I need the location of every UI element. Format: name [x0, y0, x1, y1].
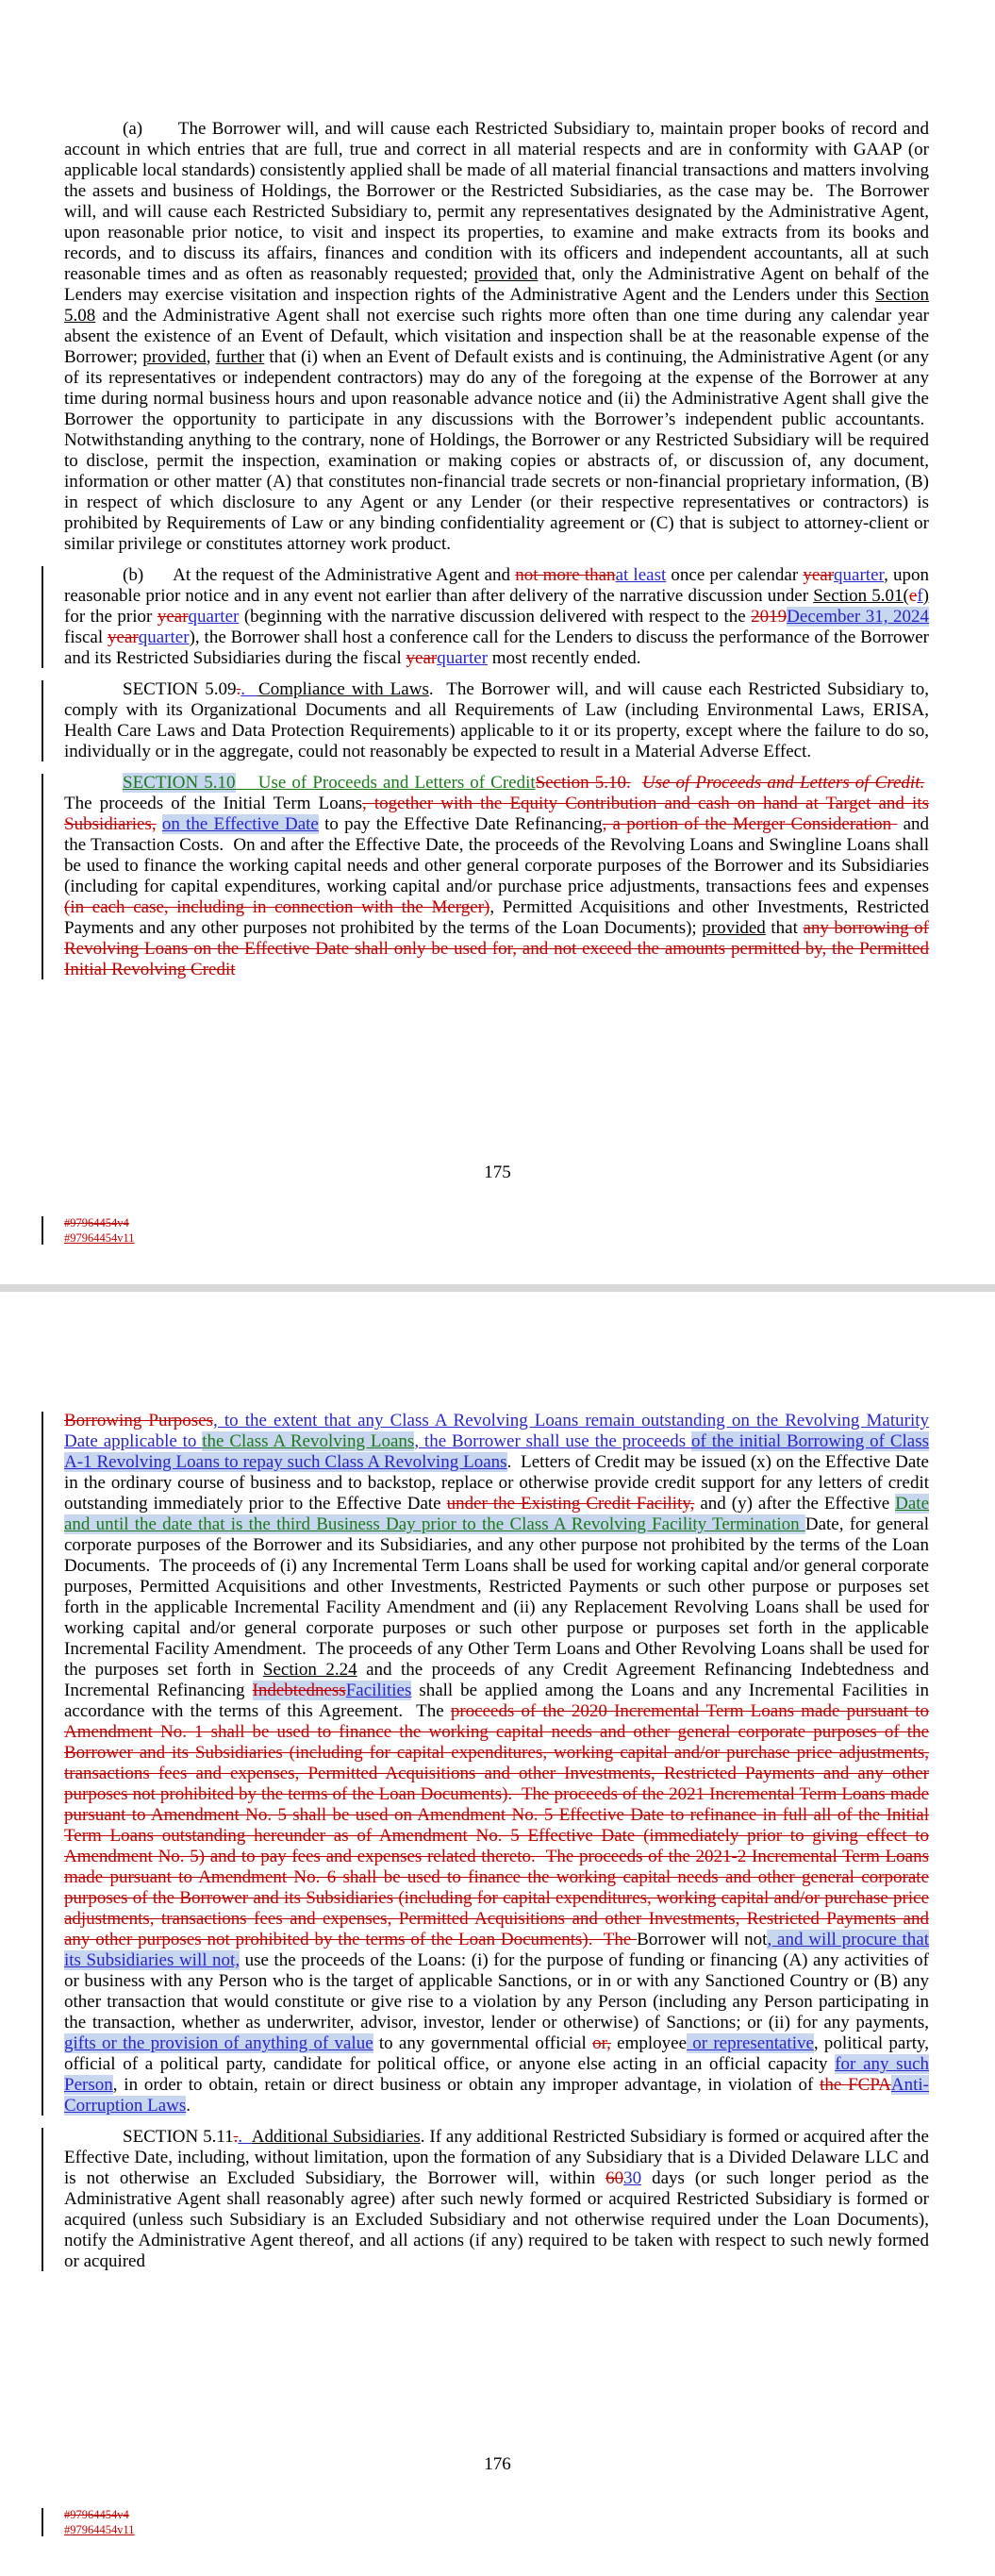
doc-id: #97964454v4 — [64, 2508, 129, 2521]
run-n: , in order to obtain, retain or direct business or obtain any improper advantage, in violation of — [112, 2075, 821, 2095]
section-5-10-continuation — [64, 1411, 929, 2116]
run-n: to any governmental official — [373, 2033, 593, 2053]
run-n: fiscal — [64, 627, 108, 647]
run-n: SECTION 5.11 — [123, 2127, 234, 2147]
run-mv-hl: SECTION 5.10 — [123, 773, 236, 793]
page-1 — [0, 0, 995, 1284]
section-5-10 — [64, 773, 929, 980]
run-ins-hl: , and will procure that its Subsidiaries will not, — [64, 1930, 929, 1970]
doc-id: #97964454v11 — [64, 1231, 135, 1245]
change-bar — [41, 774, 43, 979]
doc-id: #97964454v11 — [64, 2523, 135, 2536]
run-u: provided — [473, 264, 539, 284]
run-del: not more than — [515, 565, 616, 585]
run-del: 60 — [605, 2168, 624, 2188]
run-n: most recently ended. — [488, 648, 641, 668]
run-n: days (or such longer period as the Administrative Agent shall reasonably agree) after such newly formed or acquired Restricted Subsidiary is formed or acquired (unless such Subsidiary is an Excluded Subsidiary and not otherwise required under the Loan Documents), notify the Administrative Agent thereof, and all actions (if any) required to be taken with respect to such newly formed or acquired — [64, 2168, 929, 2271]
run-n: The proceeds of the Initial Term Loans — [64, 773, 929, 813]
run-ins: quarter — [437, 648, 489, 668]
run-n: Borrower will not — [637, 1930, 768, 1949]
run-u: Compliance with Laws — [258, 679, 429, 699]
change-bar — [41, 2508, 43, 2536]
run-n: that, only the Administrative Agent on behalf of the Lenders may exercise visitation and inspection rights of the Administrative Agent and the Lenders under this — [64, 264, 929, 305]
run-n: SECTION 5.09 — [123, 679, 237, 699]
section-5-11 — [64, 2127, 929, 2272]
run-n — [157, 814, 162, 834]
run-n: . If any additional Restricted Subsidiary is formed or acquired after the Effective Date, including, without limitation, upon the formation of any Subsidiary that is a Divided Delaware LLC and is not otherwise an Excluded Subsidiary, the Borrower will, within — [64, 2127, 929, 2188]
run-n: (beginning with the narrative discussion delivered with respect to the — [239, 607, 752, 627]
run-del: proceeds of the 2020 Incremental Term Loans made pursuant to Amendment No. 1 shall be used to finance the working capital needs and other general corporate purposes of the Borrower and its Subsidiaries (including for capital expenditures, working capital and/or purchase price adjustments, transactions fees and expenses, Permitted Acquisitions and other Investments, Restricted Payments and any other purposes not prohibited by the terms of the Loan Documents). The proceeds of the 2021 Incremental Term Loans made pursuant to Amendment No. 5 shall be used on Amendment No. 5 Effective Date to refinance in full all of the Initial Term Loans outstanding hereunder as of Amendment No. 5 Effective Date (immediately prior to giving effect to Amendment No. 5) and to pay fees and expenses related thereto. The proceeds of the 2021-2 Incremental Term Loans made pursuant to Amendment No. 6 shall be used to finance the working capital needs and other general corporate purposes of the Borrower and its Subsidiaries (including for capital expenditures, working capital and/or purchase price adjustments, transactions fees and expenses, Permitted Acquisitions and other Investments, Restricted Payments and any other purposes not prohibited by the terms of the Loan Documents). The — [64, 1701, 929, 1949]
page-body — [64, 1411, 929, 2283]
run-del: (in each case, including in connection with the Merger) — [64, 897, 490, 917]
run-del-i: Use of Proceeds and Letters of Credit. — [641, 773, 925, 793]
run-del: , a portion of the Merger Consideration — [602, 814, 898, 834]
run-u: provided — [142, 347, 207, 367]
run-n: that — [765, 918, 804, 938]
change-bar — [41, 566, 43, 668]
change-bar — [41, 2128, 43, 2271]
run-del: year — [157, 607, 189, 627]
run-ins: , the Borrower shall use the proceeds — [414, 1431, 692, 1451]
run-n: and the Transaction Costs. On and after the Effective Date, the proceeds of the Revolving Loans and Swingline Loans shall be used to finance the working capital needs and other general corporate purposes of the Borrower and its Subsidiaries (including for capital expenditures, working capital and/or purchase price adjustments, transactions fees and expenses — [64, 814, 930, 896]
run-u: Additional Subsidiaries — [251, 2127, 421, 2147]
run-ins: 30 — [623, 2168, 642, 2188]
run-ins-hl: for any such Person — [64, 2054, 930, 2095]
run-ins: at least — [615, 565, 667, 585]
run-ins-hl: Anti-Corruption Laws — [64, 2075, 930, 2116]
run-n: shall be applied among the Loans and any Incremental Facilities in accordance with the terms of this Agreement. The — [64, 1681, 929, 1721]
run-del-hl: Indebtedness — [252, 1681, 346, 1700]
run-mv-hl: the Class A Revolving Loans — [202, 1431, 415, 1451]
run-ins: f — [917, 586, 923, 606]
run-n: , — [206, 347, 216, 367]
run-del: . — [236, 679, 241, 699]
run-ins-hl: or representative — [687, 2033, 814, 2053]
run-del: under the Existing Credit Facility, — [446, 1494, 695, 1514]
change-bar — [41, 1216, 43, 1245]
run-mv-hl: Date and until the date that is the third Business Day prior to the Class A Revolving Facility Termination — [64, 1494, 930, 1534]
run-n: , political party, official of a political party, candidate for political office, or anyone else acting in an official capacity — [64, 2033, 929, 2074]
run-del: . — [233, 2127, 239, 2147]
run-u: Section 5.08 — [64, 285, 929, 326]
run-del: , together with the Equity Contribution and cash on hand at Target and its Subsidiaries, — [64, 794, 929, 834]
run-n: , Permitted Acquisitions and other Investments, Restricted Payments and any other purposes not prohibited by the terms of the Loan Documents); — [64, 897, 929, 938]
run-del: Section 5.10. — [535, 773, 631, 793]
page-2 — [0, 1292, 995, 2576]
run-del: year — [803, 565, 835, 585]
run-n: . The Borrower will, and will cause each Restricted Subsidiary to, comply with its Organizational Documents and all Requirements of Law (including Environmental Laws, ERISA, Health Care Laws and Data Protection Requirements) applicable to it or its property, except where the failure to do so, individually or in the aggregate, could not reasonably be expected to result in a Material Adverse Effect. — [64, 679, 929, 761]
run-ins: . — [240, 679, 259, 699]
run-del: Borrowing Purposes — [64, 1411, 214, 1430]
run-n: . — [186, 2096, 191, 2116]
doc-id-list — [64, 2507, 135, 2537]
run-ins: quarter — [188, 607, 240, 627]
run-n: and the Administrative Agent shall not exercise such rights more often than one time during any calendar year absent the existence of an Event of Default, which visitation and inspection shall be at the reasonable expense of the Borrower; — [64, 306, 929, 367]
para-a — [64, 119, 929, 555]
doc-id-list — [64, 1215, 135, 1246]
run-ins-hl: December 31, 2024 — [787, 607, 929, 627]
run-n: Date, for general corporate purposes of the Borrower and its Subsidiaries, and any other purpose not prohibited by the terms of the Loan Documents. The proceeds of (i) any Incremental Term Loans shall be used for working capital and/or general corporate purposes, Permitted Acquisitions and other Investments, Restricted Payments or such other purpose or purposes set forth in the applicable Incremental Facility Amendment and (ii) any Replacement Revolving Loans shall be used for working capital and/or general corporate purposes or such other purpose or purposes set forth in the applicable Incremental Facility Amendment. The proceeds of any Other Term Loans and Other Revolving Loans shall be used for the purposes set forth in — [64, 1514, 929, 1680]
run-ins: quarter — [138, 627, 190, 647]
run-del: the FCPA — [820, 2075, 891, 2095]
run-ins-hl: on the Effective Date — [161, 814, 319, 834]
page-number: 176 — [484, 2454, 511, 2474]
run-n: , upon reasonable prior notice and in any event not earlier than after delivery of the narrative discussion under — [64, 565, 929, 606]
run-del: or, — [592, 2033, 611, 2053]
run-ins-hl: Facilities — [345, 1681, 412, 1700]
run-n: and the proceeds of any Credit Agreement Refinancing Indebtedness and Incremental Refinancing — [64, 1660, 930, 1700]
run-u: ) — [922, 586, 929, 606]
run-del: 2019 — [751, 607, 788, 627]
run-n: (a) The Borrower will, and will cause each Restricted Subsidiary to, maintain proper books of record and account in which entries that are full, true and correct in all material respects and are in conformity with GAAP (or applicable local standards) consistently applied shall be made of all material financial transactions and matters involving the assets and business of Holdings, the Borrower or the Restricted Subsidiaries, as the case may be. The Borrower will, and will cause each Restricted Subsidiary to, permit any representatives designated by the Administrative Agent, upon reasonable prior notice, to visit and inspect its properties, to examine and make extracts from its books and records, and to discuss its affairs, finances and condition with its officers and independent accountants, all at such reasonable times and as often as reasonably requested; — [64, 119, 929, 284]
run-ins: . — [238, 2127, 252, 2147]
run-del: e — [908, 586, 918, 606]
run-n: use the proceeds of the Loans: (i) for the purpose of funding or financing (A) any activities of or business with any Person who is the target of applicable Sanctions, or in or with any Sanctioned Country or (B) any other transaction that would constitute or give rise to a violation by any Person (including any Person participating in the transaction, whether as underwriter, advisor, investor, lender or otherwise) of Sanctions; or (ii) for any payments, — [64, 1950, 929, 2032]
run-n: . Letters of Credit may be issued (x) on the Effective Date in the ordinary course of business and to backstop, replace or otherwise provide credit support for any letters of credit outstanding immediately prior to the Effective Date — [64, 1452, 929, 1514]
run-mv: Use of Proceeds and Letters of Credit — [235, 773, 536, 793]
run-n: (b) At the request of the Administrative Agent and — [123, 565, 516, 585]
run-n: that (i) when an Event of Default exists and is continuing, the Administrative Agent (or any of its representatives or independent contractors) may do any of the foregoing at the expense of the Borrower at any time during normal business hours and upon reasonable advance notice and (ii) the Administrative Agent shall give the Borrower the opportunity to participate in any discussions with the Borrower’s independent public accountants. Notwithstanding anything to the contrary, none of Holdings, the Borrower or any Restricted Subsidiary will be required to disclose, permit the inspection, examination or making copies or abstracts of, or discussion of, any document, information or other matter (A) that constitutes non-financial trade secrets or non-financial proprietary information, (B) in respect of which disclosure to any Agent or any Lender (or their respective representatives or contractors) is prohibited by Requirements of Law or any binding confidentiality agreement or (C) that is subject to attorney-client or similar privilege or constitutes attorney work product. — [64, 347, 930, 554]
run-n: to pay the Effective Date Refinancing — [318, 814, 603, 834]
run-ins: quarter — [834, 565, 885, 585]
run-ins-hl: of the initial Borrowing of Class A-1 Revolving Loans to repay such Class A Revolving Loans — [64, 1431, 929, 1472]
para-b — [64, 565, 929, 669]
run-u: provided — [702, 918, 766, 938]
run-del: year — [108, 627, 139, 647]
change-bar — [41, 1412, 43, 2116]
page-number: 175 — [484, 1163, 511, 1182]
doc-id: #97964454v4 — [64, 1216, 129, 1229]
run-n — [631, 773, 642, 793]
run-n: for the prior — [64, 607, 158, 627]
run-u: Section 5.01( — [813, 586, 909, 606]
section-5-09 — [64, 679, 929, 762]
change-bar — [41, 680, 43, 761]
run-del: any borrowing of Revolving Loans on the Effective Date shall only be used for, and not exceed the amounts permitted by, the Permitted Initial Revolving Credit — [64, 918, 929, 979]
run-del: year — [406, 648, 438, 668]
run-n: ), the Borrower shall host a conference call for the Lenders to discuss the performance of the Borrower and its Restricted Subsidiaries during the fiscal — [64, 627, 929, 668]
run-n: employee — [610, 2033, 688, 2053]
run-n: once per calendar — [666, 565, 804, 585]
run-ins: , to the extent that any Class A Revolving Loans remain outstanding on the Revolving Maturity Date applicable to — [64, 1411, 929, 1451]
run-ins-hl: gifts or the provision of anything of value — [64, 2033, 373, 2053]
run-u: further — [215, 347, 265, 367]
page-body — [64, 119, 929, 991]
run-u: Section 2.24 — [262, 1660, 357, 1680]
run-n: and (y) after the Effective — [694, 1494, 896, 1514]
